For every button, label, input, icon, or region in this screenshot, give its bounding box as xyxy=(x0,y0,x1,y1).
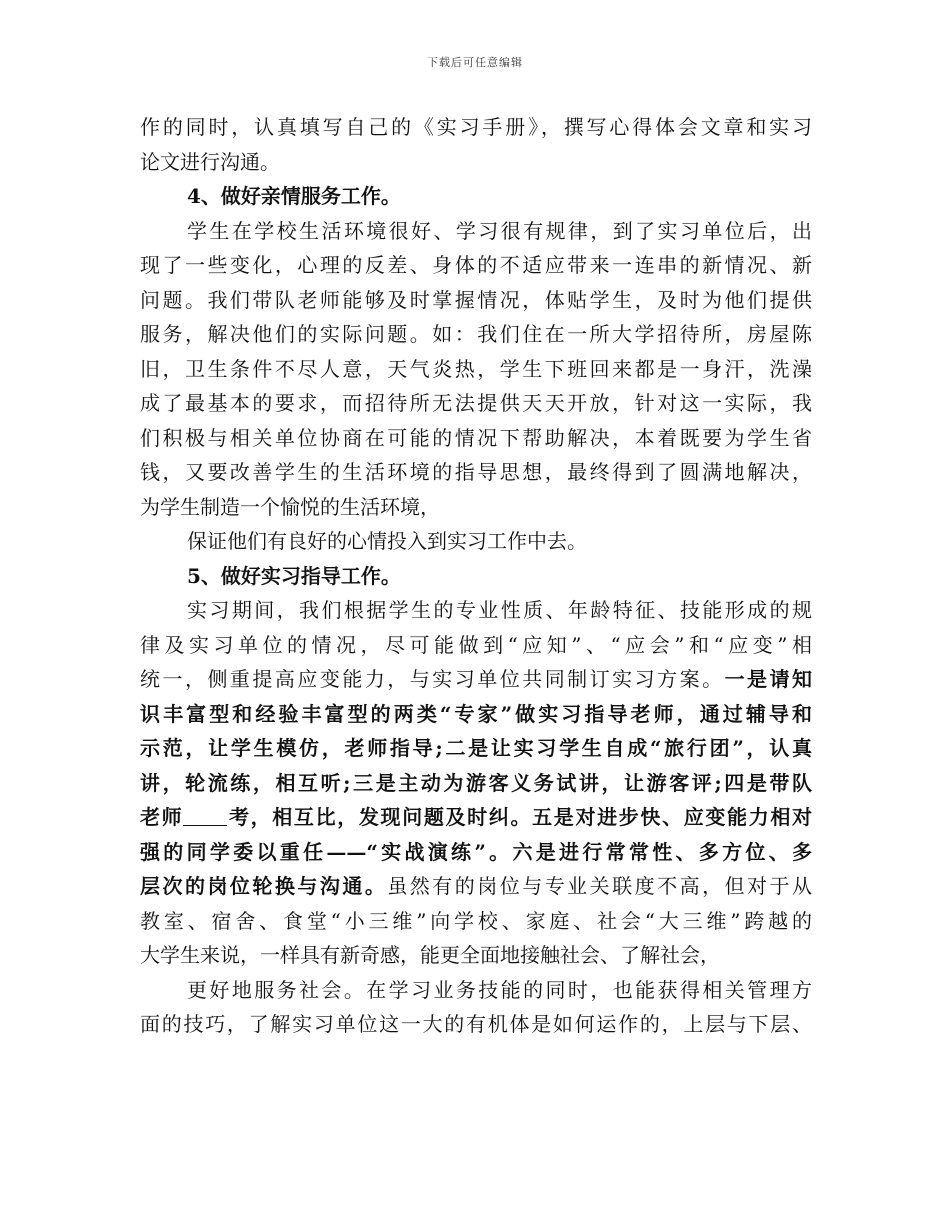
paragraph-line: 论文进行沟通。 xyxy=(140,149,280,174)
section-heading-4: 4、做好亲情服务工作。 xyxy=(187,184,401,208)
paragraph-line: 们积极与相关单位协商在可能的情况下帮助解决，本着既要为学生省 xyxy=(140,425,812,450)
paragraph-line: 现了一些变化，心理的反差、身体的不适应带来一连串的新情况、新 xyxy=(140,253,812,277)
paragraph-line: 教室、宿舍、食堂“小三维”向学校、家庭、社会“大三维”跨越的 xyxy=(140,908,812,933)
paragraph-line: 问题。我们带队老师能够及时掌握情况，体贴学生，及时为他们提供 xyxy=(140,287,812,312)
paragraph-line: 律及实习单位的情况，尽可能做到“应知”、“应会”和“应变”相 xyxy=(140,632,812,657)
paragraph-line: 为学生制造一个愉悦的生活环境， xyxy=(140,494,440,519)
paragraph-line: 大学生来说，一样具有新奇感，能更全面地接触社会、了解社会， xyxy=(140,943,720,967)
paragraph-line: 作的同时，认真填写自己的《实习手册》，撰写心得体会文章和实习 xyxy=(140,115,812,139)
paragraph-line: 保证他们有良好的心情投入到实习工作中去。 xyxy=(187,529,587,553)
plain-text-segment: 统一，侧重提高应变能力，与实习单位共同制订实习方案。 xyxy=(140,667,725,691)
paragraph-line: 服务，解决他们的实际问题。如：我们住在一所大学招待所，房屋陈 xyxy=(140,322,812,346)
paragraph-line: 钱，又要改善学生的生活环境的指导思想，最终得到了圆满地解决， xyxy=(140,460,812,484)
paragraph-line xyxy=(140,869,812,904)
plain-text-segment: 虽然有的岗位与专业关联度不高，但对于从 xyxy=(387,874,812,898)
bold-paragraph-line: 识丰富型和经验丰富型的两类“专家”做实习指导老师，通过辅导和 xyxy=(140,701,812,726)
paragraph-line: 实习期间，我们根据学生的专业性质、年龄特征、技能形成的规 xyxy=(187,598,812,622)
section-heading-5: 5、做好实习指导工作。 xyxy=(187,563,401,588)
bold-text-segment: 层次的岗位轮换与沟通。 xyxy=(140,874,388,898)
paragraph-line: 学生在学校生活环境很好、学习很有规律，到了实习单位后，出 xyxy=(187,218,812,243)
bold-paragraph-line: 示范，让学生模仿，老师指导;二是让实习学生自成“旅行团”，认真 xyxy=(140,736,812,760)
bold-text-segment: 考，相互比，发现问题及时纠。五是对进步快、应变能力相对 xyxy=(227,805,812,829)
bold-paragraph-line: 强的同学委以重任——“实战演练”。六是进行常常性、多方位、多 xyxy=(140,839,812,864)
fill-in-blank xyxy=(183,805,227,826)
paragraph-line: 面的技巧，了解实习单位这一大的有机体是如何运作的，上层与下层、 xyxy=(140,1012,812,1036)
bold-paragraph-line: 讲，轮流练，相互听;三是主动为游客义务试讲，让游客评;四是带队 xyxy=(140,770,812,795)
paragraph-line: 更好地服务社会。在学习业务技能的同时，也能获得相关管理方 xyxy=(187,977,812,1002)
bold-text-segment: 老师 xyxy=(140,805,184,829)
document-body xyxy=(140,110,812,1042)
paragraph-line xyxy=(140,662,812,697)
bold-paragraph-line xyxy=(140,800,812,835)
paragraph-line: 成了最基本的要求，而招待所无法提供天天开放，针对这一实际，我 xyxy=(140,391,812,415)
bold-text-segment: 一是请知 xyxy=(724,667,812,691)
paragraph-line: 旧，卫生条件不尽人意，天气炎热，学生下班回来都是一身汗，洗澡 xyxy=(140,356,812,381)
page-header: 下载后可任意编辑 xyxy=(427,56,523,69)
